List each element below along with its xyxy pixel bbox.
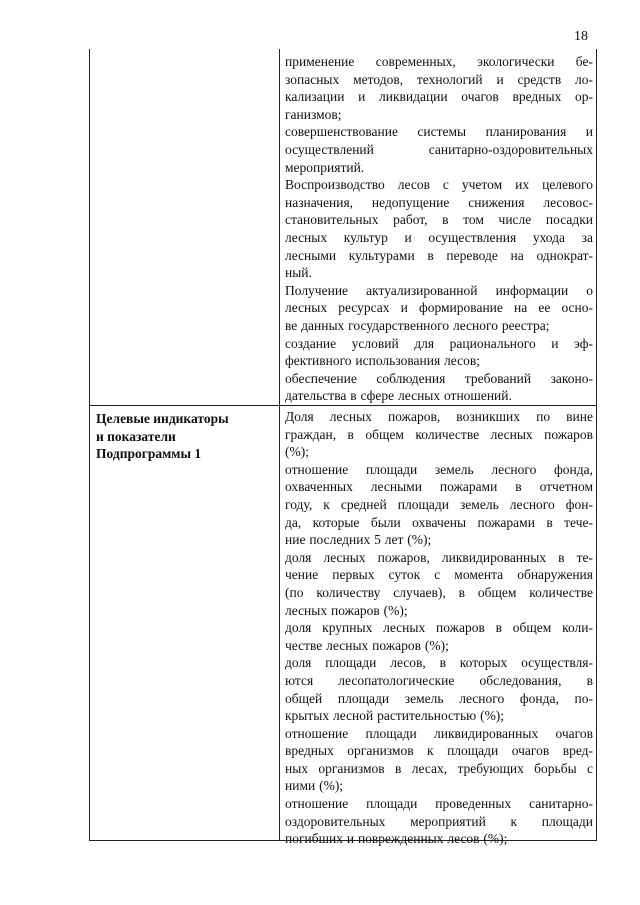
text-line: отношение площади ликвидированных очагов xyxy=(285,725,593,741)
text-line: ними (%); xyxy=(285,778,344,794)
text-line: доля крупных лесных пожаров в общем коли- xyxy=(285,620,593,636)
text-line: охваченных лесными пожарами в отчетном xyxy=(285,479,593,495)
text-line: лесными культурами в переводе на однократ- xyxy=(285,247,593,263)
text-line: году, к средней площади земель лесного фон- xyxy=(285,496,593,512)
program-table xyxy=(89,49,597,847)
text-line: становительных работ, в том числе посадки xyxy=(285,212,593,228)
page-number: 18 xyxy=(574,29,588,44)
text-line: крытых лесной растительностью (%); xyxy=(285,708,505,724)
text-line: вредных организмов к площади очагов вред- xyxy=(285,743,593,759)
text-line: доля лесных пожаров, ликвидированных в те- xyxy=(285,549,593,565)
indicators-text-cell xyxy=(285,408,593,848)
text-line: общей площади земель лесного фонда, по- xyxy=(285,690,593,706)
text-line: отношение площади проведенных санитарно- xyxy=(285,796,593,812)
text-line: отношение площади земель лесного фонда, xyxy=(285,461,593,477)
label-line: Целевые индикаторы xyxy=(96,411,229,426)
text-line: ве данных государственного лесного реестра; xyxy=(285,317,550,333)
text-line: назначения, недопущение снижения лесовос- xyxy=(285,194,593,210)
text-line: чение первых суток с момента обнаружения xyxy=(285,567,593,583)
text-line: ние последних 5 лет (%); xyxy=(285,532,432,548)
text-line: осуществлений санитарно-оздоровительных xyxy=(285,141,593,157)
text-line: доля площади лесов, в которых осуществля- xyxy=(285,655,593,671)
text-line: честве лесных пожаров (%); xyxy=(285,637,449,653)
text-line: мероприятий. xyxy=(285,159,365,175)
text-line: лесных ресурсах и формирование на ее осно- xyxy=(285,300,593,316)
text-line: (по количеству случаев), в общем количестве xyxy=(285,584,593,600)
label-line: и показатели xyxy=(96,428,176,444)
text-line: да, которые были охвачены пожарами в тече- xyxy=(285,514,593,530)
row-divider xyxy=(90,405,596,406)
text-line: фективного использования лесов; xyxy=(285,353,480,369)
text-line: (%); xyxy=(285,444,309,460)
text-line: применение современных, экологически бе- xyxy=(285,54,593,69)
label-line: Подпрограммы 1 xyxy=(96,446,202,462)
text-line: ются лесопатологические обследования, в xyxy=(285,672,593,688)
text-line: Получение актуализированной информации о xyxy=(285,282,593,298)
text-line: зопасных методов, технологий и средств ло- xyxy=(285,71,593,87)
text-line: ный. xyxy=(285,265,312,281)
text-line: создание условий для рационального и эф- xyxy=(285,335,593,351)
text-line: оздоровительных мероприятий к площади xyxy=(285,813,593,829)
indicators-label-cell xyxy=(96,410,271,463)
text-line: Доля лесных пожаров, возникших по вине xyxy=(285,409,593,424)
text-line: граждан, в общем количестве лесных пожаров xyxy=(285,426,593,442)
text-line: кализации и ликвидации очагов вредных ор- xyxy=(285,89,593,105)
text-line: совершенствование системы планирования и xyxy=(285,124,593,140)
text-line: погибших и поврежденных лесов (%); xyxy=(285,831,508,847)
text-line: лесных пожаров (%); xyxy=(285,602,408,618)
text-line: лесных культур и осуществления ухода за xyxy=(285,229,593,245)
text-line: ганизмов; xyxy=(285,106,342,122)
text-line: обеспечение соблюдения требований законо- xyxy=(285,370,593,386)
text-line: ных организмов в лесах, требующих борьбы с xyxy=(285,760,593,776)
text-line: дательства в сфере лесных отношений. xyxy=(285,388,512,404)
text-line: Воспроизводство лесов с учетом их целевого xyxy=(285,177,593,193)
measures-text-cell xyxy=(285,53,593,405)
column-divider xyxy=(279,49,280,840)
